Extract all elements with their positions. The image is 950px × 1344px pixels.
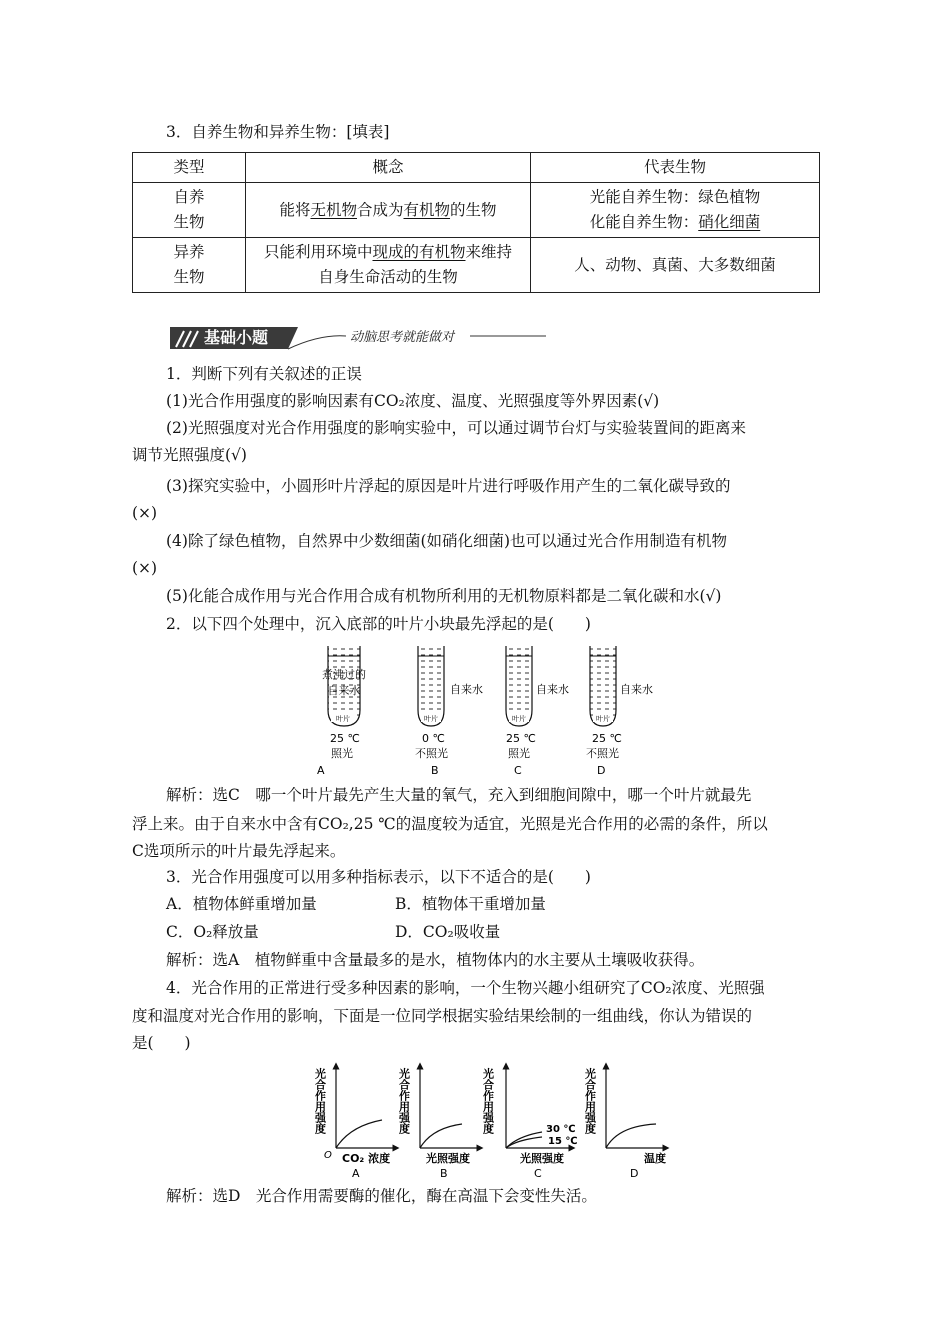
row-representative: 光能自养生物：绿色植物 化能自养生物：硝化细菌 [531,183,820,238]
q1-statement-4: (4)除了绿色植物，自然界中少数细菌(如硝化细菌)也可以通过光合作用制造有机物 [166,532,728,550]
q3-option-c: C．O₂释放量 [166,923,259,941]
tube-c [506,646,569,777]
q3-option-d: D．CO₂吸收量 [395,923,501,941]
graph-c [482,1066,578,1180]
q3-stem: 3．光合作用强度可以用多种指标表示，以下不适合的是( ) [166,868,591,886]
leaf-label: 叶片 [336,715,350,723]
section-title: 3．自养生物和异养生物：[填表] [166,123,390,141]
tube-light: 不照光 [415,747,448,760]
tube-a [317,646,366,777]
leaf-label: 叶片 [596,715,610,723]
tube-light: 不照光 [586,747,619,760]
graph-curve [606,1124,656,1148]
svg-text:O: O [324,1150,332,1161]
q4-stem-cont: 度和温度对光合作用的影响，下面是一位同学根据实验结果绘制的一组曲线，你认为错误的 [132,1007,753,1025]
graph-letter: A [352,1167,360,1180]
tube-letter: C [514,764,522,777]
graph-letter: D [630,1167,639,1180]
graph-curve [420,1124,462,1148]
row-type: 异养 生物 [133,238,246,293]
header-type: 类型 [133,153,246,183]
graph-x-label: CO₂ 浓度 [342,1152,391,1165]
graph-curve [506,1137,542,1148]
table-header-row [133,153,820,183]
q3-option-a: A．植物体鲜重增加量 [166,895,317,913]
tube-temperature: 25 ℃ [592,732,622,745]
tube-water-label: 自来水 [327,684,361,697]
tube-water-label: 自来水 [620,683,653,696]
graph-x-label: 光照强度 [520,1152,564,1165]
graph-curve [336,1120,382,1148]
tube-b [415,646,483,777]
graph-y-label: 光合作用强度 [313,1068,327,1134]
section-banner [170,324,550,352]
graph-y-label: 光合作用强度 [481,1068,495,1134]
q3-answer: 解析：选A 植物鲜重中含量最多的是水，植物体内的水主要从土壤吸收获得。 [166,951,705,969]
graph-a [314,1066,397,1180]
q2-answer-cont: C选项所示的叶片最先浮起来。 [132,842,346,860]
banner-subtitle: 动脑思考就能做对 [350,330,455,345]
row-concept: 只能利用环境中现成的有机物来维持 自身生命活动的生物 [246,238,531,293]
q2-answer: 解析：选C 哪一个叶片最先产生大量的氧气，充入到细胞间隙中，哪一个叶片就最先 [166,786,752,804]
table-row [133,183,820,238]
graph-x-label: 光照强度 [426,1152,470,1165]
row-concept: 能将无机物合成为有机物的生物 [246,183,531,238]
tube-water-label: 自来水 [536,683,569,696]
curve-graphs-figure [310,1060,680,1180]
header-concept: 概念 [246,153,531,183]
leaf-label: 叶片 [424,715,438,723]
graph-y-label: 光合作用强度 [583,1068,597,1134]
graph-x-label: 温度 [644,1152,666,1165]
header-representative: 代表生物 [531,153,820,183]
q1-statement-2: (2)光照强度对光合作用强度的影响实验中，可以通过调节台灯与实验装置间的距离来 [166,419,746,437]
tube-water-label: 煮沸过的 [322,668,366,681]
tube-light: 照光 [331,747,353,760]
q3-option-b: B．植物体干重增加量 [395,895,546,913]
graph-b [398,1066,481,1180]
tube-temperature: 25 ℃ [506,732,536,745]
tube-temperature: 0 ℃ [422,732,445,745]
banner-label: 基础小题 [204,328,269,347]
curve-label: 30 ℃ [546,1124,576,1135]
q1-stem: 1．判断下列有关叙述的正误 [166,365,362,383]
tube-light: 照光 [508,747,530,760]
autotroph-heterotroph-table [132,152,820,293]
q1-statement-5: (5)化能合成作用与光合作用合成有机物所利用的无机物原料都是二氧化碳和水(√) [166,587,722,605]
curve-label: 15 ℃ [548,1136,578,1147]
graph-letter: B [440,1167,448,1180]
graph-letter: C [534,1167,542,1180]
test-tube-figure [300,640,680,780]
tube-letter: A [317,764,325,777]
q4-stem-cont: 是( ) [132,1034,191,1052]
q4-stem: 4．光合作用的正常进行受多种因素的影响，一个生物兴趣小组研究了CO₂浓度、光照强 [166,979,765,997]
table-row [133,238,820,293]
q1-statement-3-cont: (×) [132,504,158,522]
q1-statement-1: (1)光合作用强度的影响因素有CO₂浓度、温度、光照强度等外界因素(√) [166,392,660,410]
leaf-label: 叶片 [512,715,526,723]
tube-temperature: 25 ℃ [330,732,360,745]
q1-statement-3: (3)探究实验中，小圆形叶片浮起的原因是叶片进行呼吸作用产生的二氧化碳导致的 [166,477,731,495]
row-representative: 人、动物、真菌、大多数细菌 [531,238,820,293]
tube-water-label: 自来水 [450,683,483,696]
q2-stem: 2．以下四个处理中，沉入底部的叶片小块最先浮起的是( ) [166,615,591,633]
tube-letter: B [431,764,439,777]
q2-answer-cont: 浮上来。由于自来水中含有CO₂,25 ℃的温度较为适宜，光照是光合作用的必需的条件，所以 [132,815,768,833]
graph-d [584,1066,667,1180]
tube-letter: D [597,764,606,777]
graph-y-label: 光合作用强度 [397,1068,411,1134]
q1-statement-4-cont: (×) [132,559,158,577]
row-type: 自养 生物 [133,183,246,238]
q1-statement-2-cont: 调节光照强度(√) [132,446,247,464]
q4-answer: 解析：选D 光合作用需要酶的催化，酶在高温下会变性失活。 [166,1187,597,1205]
tube-d [586,646,653,777]
